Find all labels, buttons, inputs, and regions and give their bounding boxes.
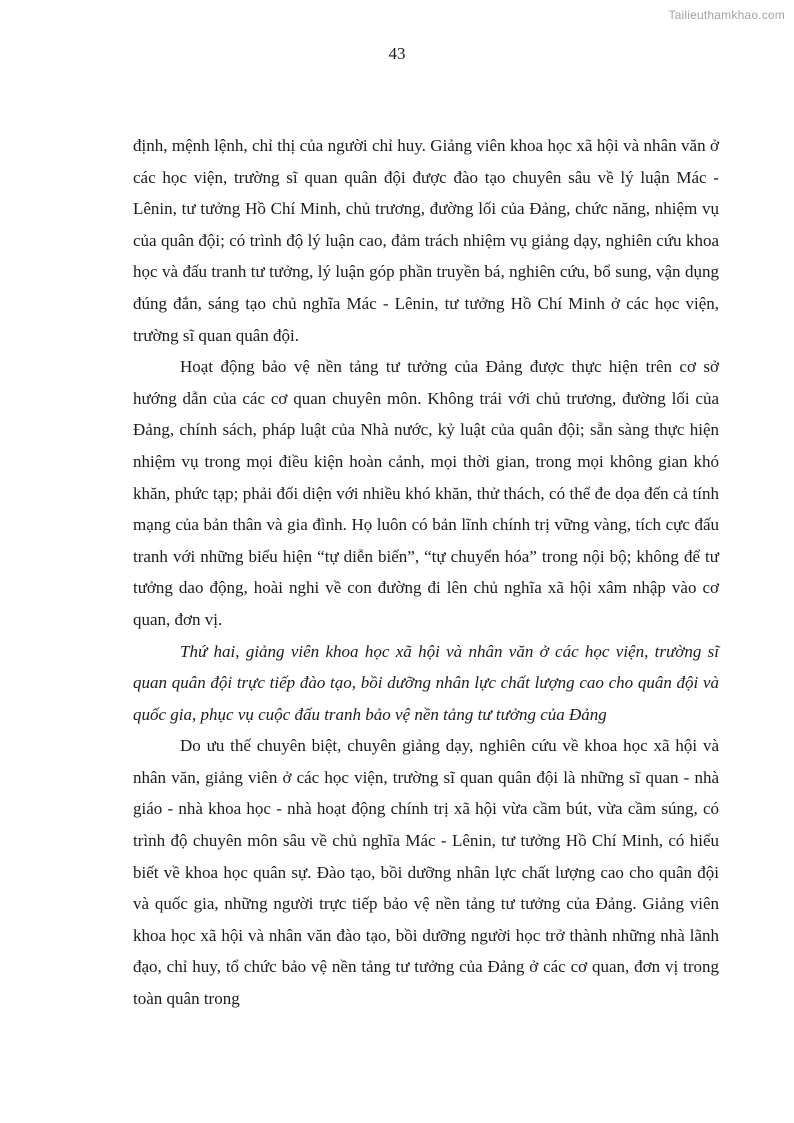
paragraph: Do ưu thế chuyên biệt, chuyên giảng dạy, nghiên cứu về khoa học xã hội và nhân văn, giảng viên ở các học viện, trường sĩ quan quân đội là những sĩ quan - nhà giáo - nhà khoa học - nhà hoạt động chính trị xã hội vừa cầm bút, vừa cầm súng, có trình độ chuyên môn sâu về chủ nghĩa Mác - Lênin, tư tưởng Hồ Chí Minh, có hiểu biết về khoa học quân sự. Đào tạo, bồi dưỡng nhân lực chất lượng cao cho quân đội và quốc gia, những người trực tiếp bảo vệ nền tảng tư tưởng của Đảng. Giảng viên khoa học xã hội và nhân văn đào tạo, bồi dưỡng người học trở thành những nhà lãnh đạo, chỉ huy, tổ chức bảo vệ nền tảng tư tưởng của Đảng ở các cơ quan, đơn vị trong toàn quân trong: [133, 736, 719, 1009]
watermark-text: Tailieuthamkhao.com: [668, 8, 785, 22]
text-block: [133, 130, 719, 1015]
paragraph: Hoạt động bảo vệ nền tảng tư tưởng của Đảng được thực hiện trên cơ sở hướng dẫn của các cơ quan chuyên môn. Không trái với chủ trương, đường lối của Đảng, chính sách, pháp luật của Nhà nước, kỷ luật của quân đội; sẵn sàng thực hiện nhiệm vụ trong mọi điều kiện hoàn cảnh, mọi thời gian, trong mọi không gian khó khăn, phức tạp; phải đối diện với nhiều khó khăn, thử thách, có thể đe dọa đến cả tính mạng của bản thân và gia đình. Họ luôn có bản lĩnh chính trị vững vàng, tích cực đấu tranh với những biểu hiện “tự diễn biến”, “tự chuyển hóa” trong nội bộ; không để tư tưởng dao động, hoài nghi về con đường đi lên chủ nghĩa xã hội xâm nhập vào cơ quan, đơn vị.: [133, 357, 719, 629]
paragraph: định, mệnh lệnh, chỉ thị của người chỉ huy. Giảng viên khoa học xã hội và nhân văn ở các học viện, trường sĩ quan quân đội được đào tạo chuyên sâu về lý luận Mác - Lênin, tư tưởng Hồ Chí Minh, chủ trương, đường lối của Đảng, chức năng, nhiệm vụ của quân đội; có trình độ lý luận cao, đảm trách nhiệm vụ giảng dạy, nghiên cứu khoa học và đấu tranh tư tưởng, lý luận góp phần truyền bá, nghiên cứu, bổ sung, vận dụng đúng đắn, sáng tạo chủ nghĩa Mác - Lênin, tư tưởng Hồ Chí Minh ở các học viện, trường sĩ quan quân đội.: [133, 136, 719, 345]
paragraph: Thứ hai, giảng viên khoa học xã hội và nhân văn ở các học viện, trường sĩ quan quân đội trực tiếp đào tạo, bồi dưỡng nhân lực chất lượng cao cho quân đội và quốc gia, phục vụ cuộc đấu tranh bảo vệ nền tảng tư tưởng của Đảng: [133, 641, 719, 724]
page-number: 43: [388, 44, 406, 63]
